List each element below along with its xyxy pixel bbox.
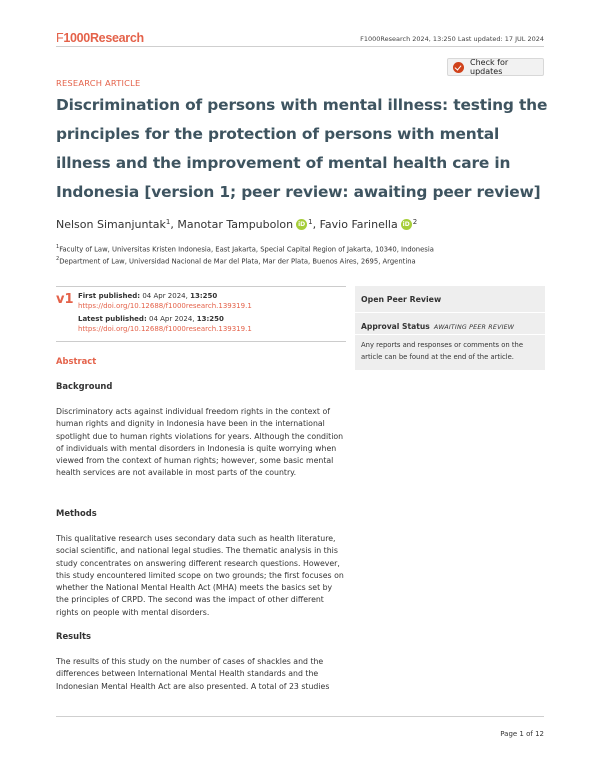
open-peer-review-panel: [355, 286, 545, 370]
author-affiliation-sup: 1: [165, 217, 171, 226]
version-label: v1: [56, 292, 74, 307]
affiliation-text: Department of Law, Universidad Nacional de Mar del Plata, Mar der Plata, Buenos Aires, 2695, Argentina: [59, 257, 416, 266]
author-name[interactable]: Manotar Tampubolon: [177, 218, 294, 231]
author-name[interactable]: Favio Farinella: [319, 218, 398, 231]
affiliation-sup: 1: [56, 244, 60, 250]
author-affiliation-sup: 2: [412, 217, 418, 226]
orcid-icon[interactable]: iD: [402, 221, 410, 228]
latest-published-ref: 13:250: [196, 315, 224, 323]
latest-published: [78, 315, 224, 323]
abstract-background-text: Discriminatory acts against individual freedom rights in the context of human rights and dignity in Indonesia have been in the international spotlight due to human rights violations for years. Although the condition of individuals with mental disorders in Indonesia is quite worrying when viewed from the context of human rights; however, some basic mental health services are not available in most parts of the country.: [56, 407, 344, 478]
approval-status: [361, 322, 514, 331]
running-head: F1000Research 2024, 13:250 Last updated: 17 JUL 2024: [360, 35, 544, 43]
affiliation-sup: 2: [56, 256, 60, 262]
latest-published-doi-link[interactable]: https://doi.org/10.12688/f1000research.139319.1: [78, 325, 252, 333]
logo-f: F: [56, 31, 64, 45]
header-divider: [56, 46, 544, 47]
article-type: RESEARCH ARTICLE: [56, 78, 141, 88]
first-published-label: First published:: [78, 292, 141, 300]
first-published: [78, 292, 217, 300]
abstract-methods-text: This qualitative research uses secondary data such as health literature, social scientific, and national legal studies. The thematic analysis in this study concentrates on answering different research questions. However, this study encountered limited scope on two grounds; the first focuses on whether the National Mental Health Act (MHA) meets the basics set by the principles of CRPD. The second was the impact of other different rights on people with mental disorders.: [56, 534, 344, 617]
abstract-results-text: The results of this study on the number of cases of shackles and the differences between International Mental Health standards and the Indonesian Mental Health Act are also presented. A total of 23 studies: [56, 657, 330, 691]
abstract-title: Abstract: [56, 356, 97, 366]
check-for-updates-button[interactable]: [447, 58, 544, 76]
affiliation: [56, 244, 434, 253]
approval-status-value: AWAITING PEER REVIEW: [433, 324, 515, 331]
abstract-results-heading: Results: [56, 631, 91, 641]
f1000research-logo[interactable]: [56, 31, 144, 45]
orcid-icon[interactable]: iD: [298, 221, 306, 228]
page-number: Page 1 of 12: [500, 730, 544, 738]
author-separator: ,: [312, 218, 317, 231]
author-name[interactable]: Nelson Simanjuntak: [56, 218, 166, 231]
author-separator: ,: [170, 218, 174, 231]
abstract: [56, 344, 346, 776]
approval-status-label: Approval Status: [361, 322, 430, 331]
latest-published-label: Latest published:: [78, 315, 147, 323]
first-published-date: 04 Apr 2024,: [142, 292, 188, 300]
check-icon: [453, 62, 464, 73]
affiliation-text: Faculty of Law, Universitas Kristen Indonesia, East Jakarta, Special Capital Region of Jakarta, 10340, Indonesia: [59, 245, 434, 254]
author-list: [56, 218, 417, 231]
logo-text: 1000Research: [63, 31, 144, 45]
latest-published-date: 04 Apr 2024,: [148, 315, 195, 323]
first-published-ref: 13:250: [190, 292, 218, 300]
footer-divider: [56, 716, 544, 717]
author-affiliation-sup: 1: [308, 217, 313, 226]
affiliation: [56, 256, 416, 265]
open-peer-review-title: Open Peer Review: [361, 295, 442, 304]
abstract-methods-heading: Methods: [56, 508, 97, 518]
version-box: [56, 286, 346, 342]
article-title: Discrimination of persons with mental illness: testing the principles for the protection of persons with mental illness and the improvement of mental health care in Indonesia [version 1; peer review: awaiting peer review]: [56, 96, 548, 201]
peer-review-note: Any reports and responses or comments on the article can be found at the end of the article.: [361, 341, 524, 361]
check-for-updates-label: Check for updates: [470, 58, 509, 76]
abstract-background-heading: Background: [56, 381, 113, 391]
panel-divider: [355, 334, 545, 335]
panel-divider: [355, 312, 545, 313]
first-published-doi-link[interactable]: https://doi.org/10.12688/f1000research.139319.1: [78, 302, 252, 310]
